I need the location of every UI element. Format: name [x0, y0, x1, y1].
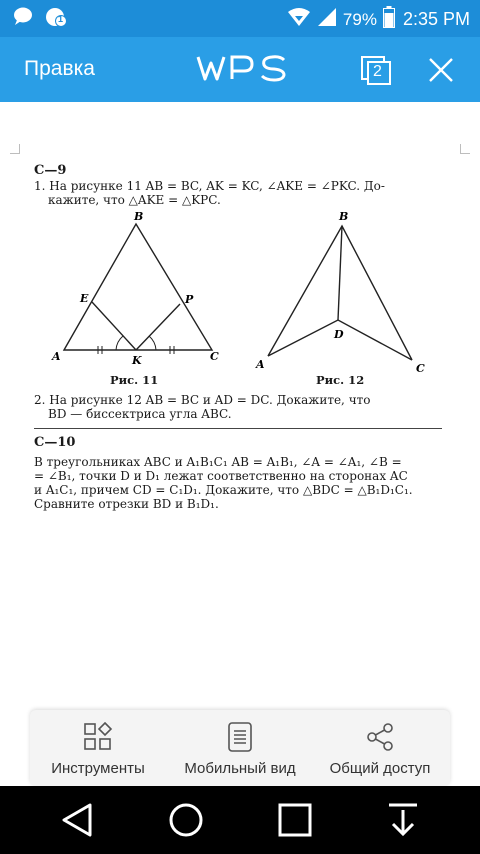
hide-keyboard-icon[interactable]	[386, 802, 420, 838]
home-icon[interactable]	[168, 802, 204, 838]
battery-percent: 79%	[342, 9, 377, 29]
tools-button[interactable]	[38, 710, 158, 786]
page-corner-mark	[460, 144, 470, 154]
point-label-k: K	[132, 354, 142, 367]
vertex-label-a: A	[256, 358, 265, 371]
app-toolbar	[0, 37, 480, 102]
problem-2-line-1: 2. На рисунке 12 AB = BC и AD = DC. Докажите, что	[34, 393, 371, 407]
notification-badge: 1	[58, 14, 64, 24]
problem-2-line-2: BD — биссектриса угла ABC.	[48, 407, 232, 421]
document-view[interactable]	[0, 102, 480, 786]
battery-icon	[383, 6, 395, 33]
vertex-label-c: C	[210, 350, 219, 363]
segment-ke	[92, 302, 136, 350]
mobile-view-icon	[225, 722, 255, 752]
back-icon[interactable]	[60, 802, 94, 838]
page-corner-mark	[10, 144, 20, 154]
recents-icon[interactable]	[278, 802, 312, 838]
app-notification-icon	[44, 5, 68, 29]
triangle-abc	[64, 224, 212, 350]
figure-12	[252, 210, 442, 376]
navigation-bar	[0, 786, 480, 854]
wifi-icon	[287, 7, 311, 32]
edit-button[interactable]: Правка	[24, 57, 95, 80]
point-label-e: E	[80, 292, 89, 305]
tools-icon	[83, 722, 113, 752]
wps-logo	[196, 53, 288, 87]
close-button[interactable]	[428, 57, 454, 83]
tools-label: Инструменты	[51, 760, 145, 777]
c10-line-4: Сравните отрезки BD и B₁D₁.	[34, 497, 219, 511]
chat-notification-icon	[12, 5, 34, 31]
c10-line-3: и A₁C₁, причем CD = C₁D₁. Докажите, что △BDC = △B₁D₁C₁.	[34, 483, 413, 497]
share-label: Общий доступ	[329, 760, 431, 777]
segment-kp	[136, 304, 180, 350]
point-label-d: D	[334, 328, 344, 341]
vertex-label-b: B	[134, 210, 144, 223]
share-icon	[365, 722, 395, 752]
figure-12-caption: Рис. 12	[316, 373, 365, 387]
vertex-label-b: B	[339, 210, 349, 223]
problem-1-line-1: 1. На рисунке 11 AB = BC, AK = KC, ∠AKE = ∠PKC. До-	[34, 179, 385, 193]
figure-11	[50, 210, 232, 370]
segment-bd	[338, 226, 342, 320]
c10-line-1: В треугольниках ABC и A₁B₁C₁ AB = A₁B₁, ∠A = ∠A₁, ∠B =	[34, 455, 402, 469]
mobile-view-label: Мобильный вид	[184, 760, 296, 777]
vertex-label-c: C	[416, 362, 425, 375]
problem-1-line-2: кажите, что △AKE = △KPC.	[48, 193, 221, 207]
share-button[interactable]	[320, 710, 440, 786]
status-bar	[0, 0, 480, 37]
clock: 2:35 PM	[402, 9, 470, 29]
mobile-view-button[interactable]	[180, 710, 300, 786]
vertex-label-a: A	[52, 350, 61, 363]
section-divider	[34, 428, 442, 429]
section-title-c10: С—10	[34, 435, 76, 450]
tabs-count: 2	[373, 63, 382, 80]
figure-11-caption: Рис. 11	[110, 373, 159, 387]
signal-icon	[317, 7, 337, 32]
close-icon	[428, 57, 454, 83]
section-title-c9: С—9	[34, 163, 67, 178]
point-label-p: P	[185, 293, 194, 306]
c10-line-2: = ∠B₁, точки D и D₁ лежат соответственно на сторонах AC	[34, 469, 408, 483]
bottom-action-panel	[30, 710, 450, 786]
document-tabs-button[interactable]	[360, 55, 392, 85]
